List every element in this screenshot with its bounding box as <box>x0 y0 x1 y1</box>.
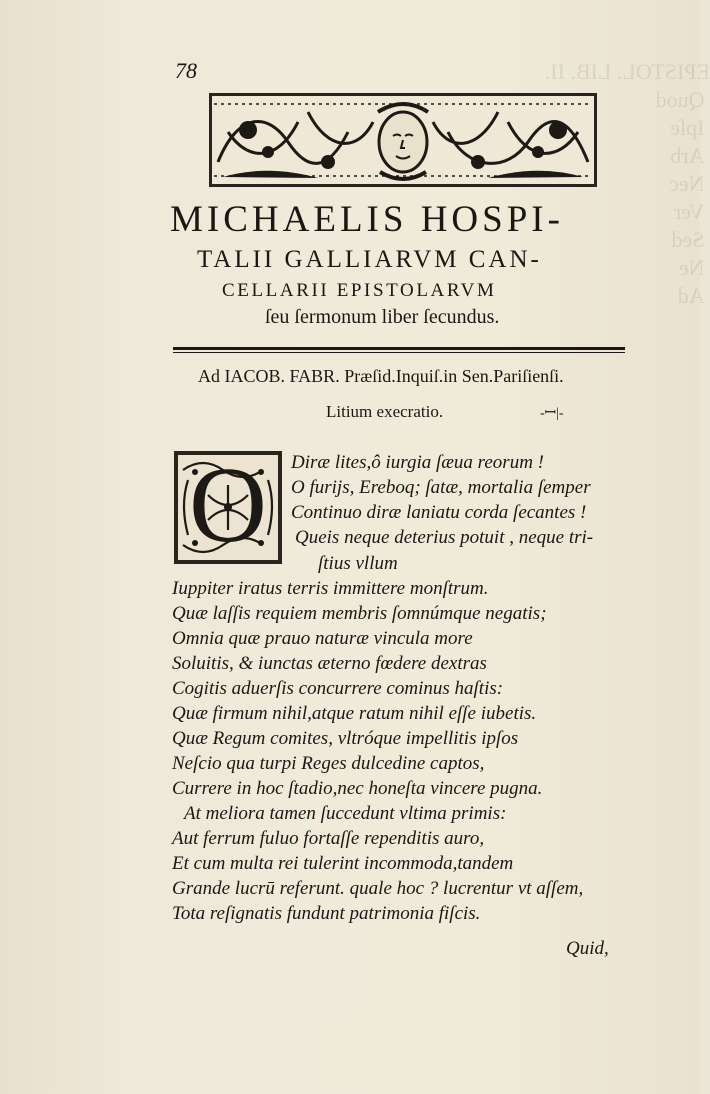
verse-line: ſtius vllum <box>318 553 398 574</box>
verse-line: Queis neque deterius potuit , neque tri- <box>295 527 594 548</box>
verse-line: Quæ laſſis requiem membris ſomnúmque negatis; <box>172 603 547 624</box>
verse-line: Quæ Regum comites, vltróque impellitis ipſos <box>172 728 519 749</box>
verse-line: O furijs, Ereboq; ſatæ, mortalia ſemper <box>291 477 591 498</box>
ornamental-headpiece <box>208 92 598 188</box>
epistle-address: Ad IACOB. FABR. Præſid.Inquiſ.in Sen.Pariſienſi. <box>198 366 564 386</box>
title-line-1: MICHAELIS HOSPI- <box>170 199 564 240</box>
initial-letter: O <box>189 446 267 565</box>
verse-line: Neſcio qua turpi Reges dulcedine captos, <box>172 753 485 774</box>
verse-line: Continuo diræ laniatu corda ſecantes ! <box>291 502 587 523</box>
verse-line: At meliora tamen ſuccedunt vltima primis: <box>184 803 507 824</box>
divider-rule <box>173 347 625 350</box>
verse-line: Diræ lites,ô iurgia ſæua reorum ! <box>291 452 544 473</box>
verse-line: Grande lucrū referunt. quale hoc ? lucrentur vt aſſem, <box>172 878 584 899</box>
title-line-3: CELLARII EPISTOLARVM <box>222 280 497 301</box>
verse-line: Aut ferrum fuluo fortaſſe rependitis auro, <box>172 828 485 849</box>
decorated-initial <box>173 446 283 565</box>
verse-line: Cogitis aduerſis concurrere cominus haſtis: <box>172 678 504 699</box>
verse-line: Quæ firmum nihil,atque ratum nihil eſſe iubetis. <box>172 703 537 724</box>
verse-line: Iuppiter iratus terris immittere monſtrum. <box>172 578 489 599</box>
catchword: Quid, <box>566 938 609 959</box>
title-line-2: TALII GALLIARVM CAN- <box>197 246 542 273</box>
show-through-text: EPISTOL. LIB. II. Quod Ipſe Arb Nec Ver Sed Ne Ad <box>544 59 710 308</box>
verse-line: Tota reſignatis fundunt patrimonia fiſcis. <box>172 903 481 924</box>
verse-line: Omnia quæ prauo naturæ vincula more <box>172 628 473 649</box>
verse-line: Currere in hoc ſtadio,nec honeſta vincere pugna. <box>172 778 543 799</box>
verse-line: Soluitis, & iunctas æterno fœdere dextras <box>172 653 487 674</box>
fleuron-icon: -ꟷ|- <box>540 406 564 421</box>
verse-line: Et cum multa rei tulerint incommoda,tandem <box>172 853 514 874</box>
title-line-4: ſeu ſermonum liber ſecundus. <box>265 306 500 328</box>
epistle-subtitle: Litium execratio. <box>326 402 444 421</box>
divider-rule-thin <box>173 352 625 353</box>
page-number: 78 <box>175 58 197 83</box>
